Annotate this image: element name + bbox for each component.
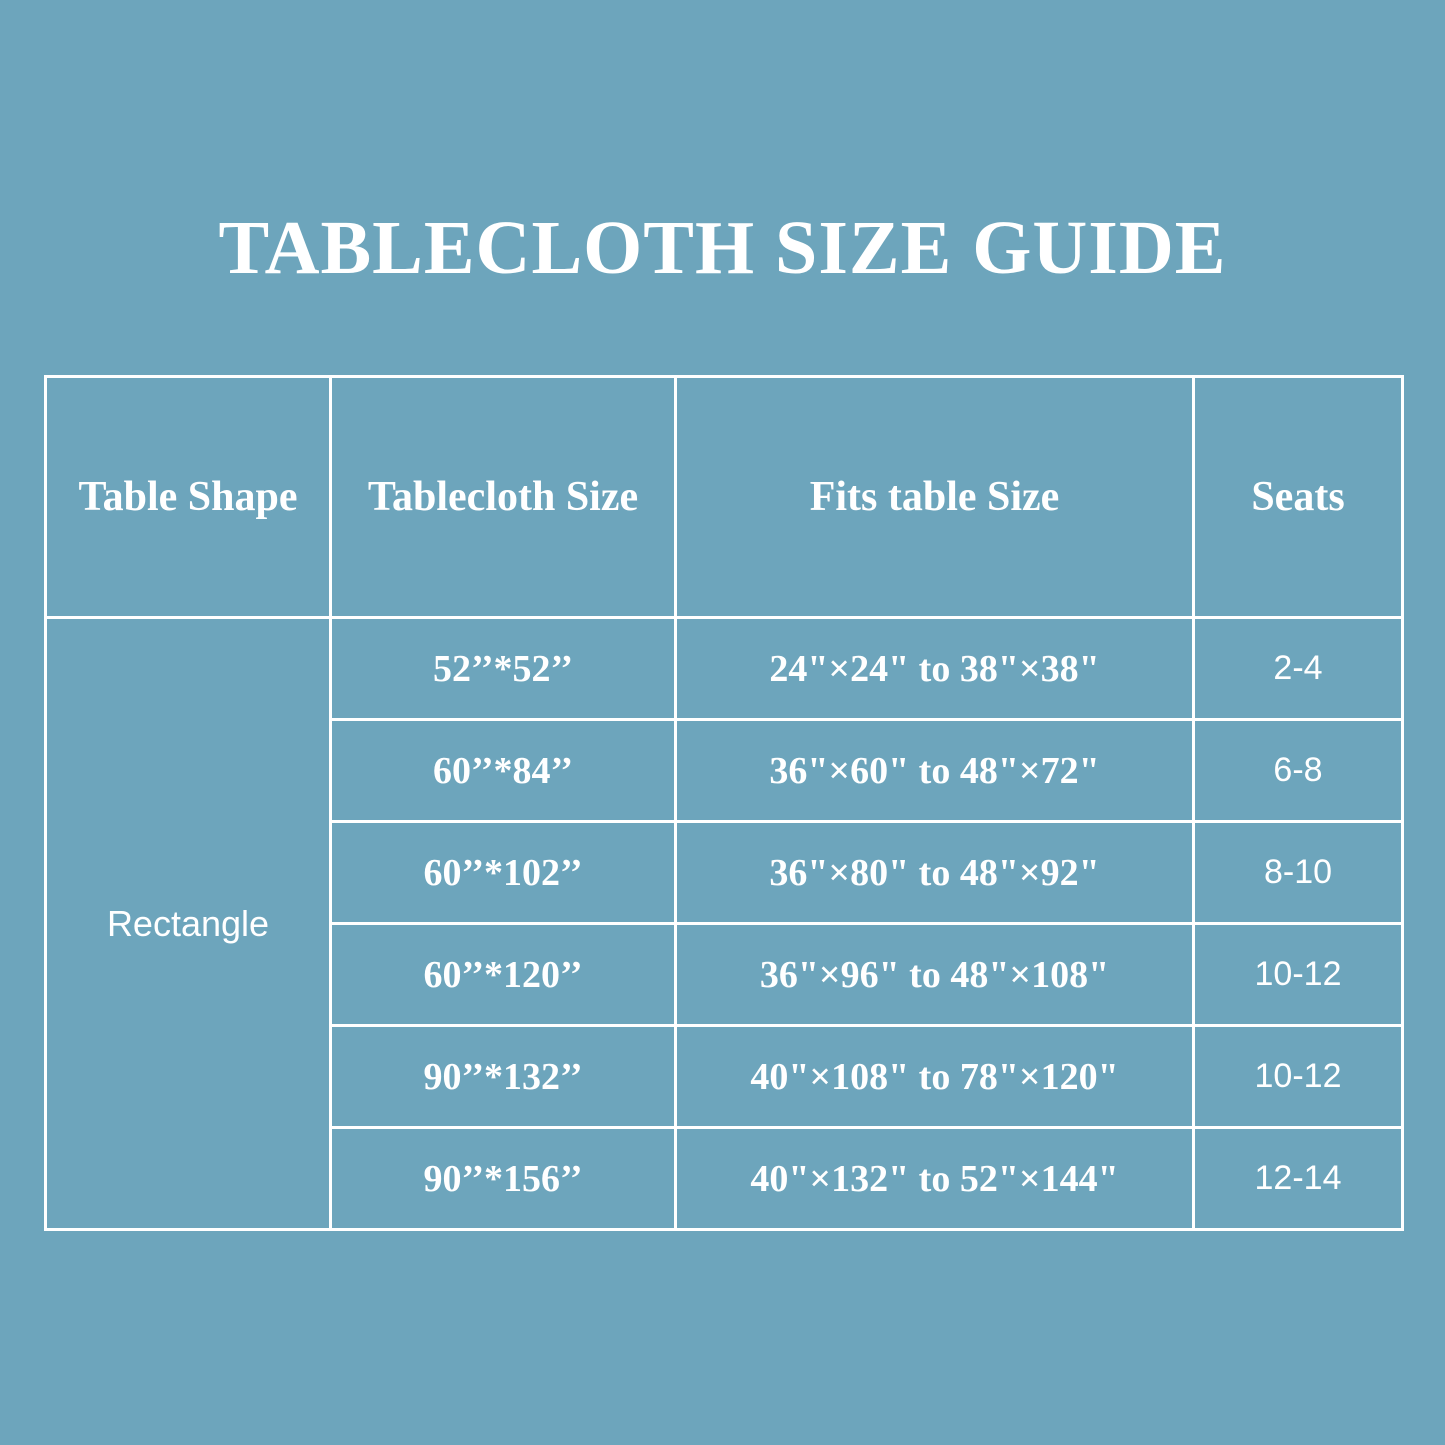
fits-size-cell: 36"×96" to 48"×108": [676, 924, 1194, 1026]
size-guide-table: [44, 375, 1404, 1231]
column-header-tablecloth-size: Tablecloth Size: [331, 377, 676, 618]
seats-cell: 12-14: [1194, 1128, 1403, 1230]
table-header-row: [46, 377, 1403, 618]
cloth-size-cell: 90’’*156’’: [331, 1128, 676, 1230]
cloth-size-cell: 60’’*120’’: [331, 924, 676, 1026]
table-row: [46, 618, 1403, 720]
fits-size-cell: 24"×24" to 38"×38": [676, 618, 1194, 720]
column-header-seats: Seats: [1194, 377, 1403, 618]
table-header: [46, 377, 1403, 618]
seats-cell: 2-4: [1194, 618, 1403, 720]
size-guide-table-container: [44, 375, 1401, 1231]
fits-size-cell: 40"×132" to 52"×144": [676, 1128, 1194, 1230]
column-header-table-shape: Table Shape: [46, 377, 331, 618]
shape-cell-rectangle: Rectangle: [46, 618, 331, 1230]
page-title: TABLECLOTH SIZE GUIDE: [218, 206, 1227, 290]
fits-size-cell: 36"×60" to 48"×72": [676, 720, 1194, 822]
fits-size-cell: 40"×108" to 78"×120": [676, 1026, 1194, 1128]
fits-size-cell: 36"×80" to 48"×92": [676, 822, 1194, 924]
seats-cell: 8-10: [1194, 822, 1403, 924]
cloth-size-cell: 60’’*102’’: [331, 822, 676, 924]
table-body: [46, 618, 1403, 1230]
column-header-fits-table-size: Fits table Size: [676, 377, 1194, 618]
cloth-size-cell: 60’’*84’’: [331, 720, 676, 822]
cloth-size-cell: 90’’*132’’: [331, 1026, 676, 1128]
seats-cell: 10-12: [1194, 1026, 1403, 1128]
seats-cell: 6-8: [1194, 720, 1403, 822]
seats-cell: 10-12: [1194, 924, 1403, 1026]
cloth-size-cell: 52’’*52’’: [331, 618, 676, 720]
